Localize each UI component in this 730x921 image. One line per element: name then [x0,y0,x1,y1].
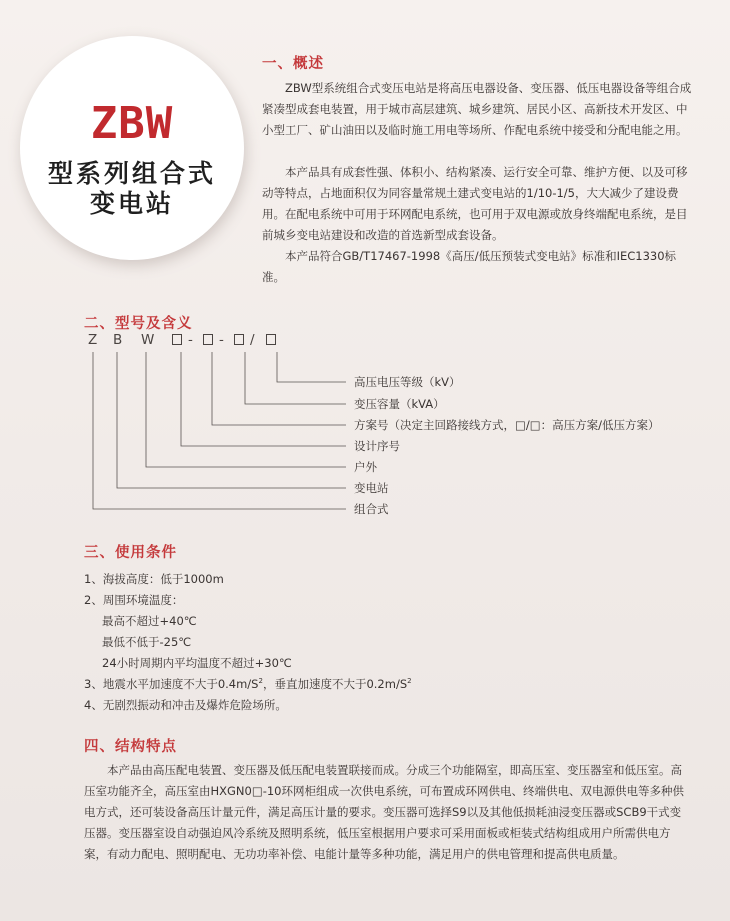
model-letter-b: B [113,332,123,348]
label-design-serial: 设计序号 [354,439,400,453]
section-1-paragraph-1: ZBW型系统组合式变压电站是将高压电器设备、变压器、低压电器设备等组合成紧凑型成套电装置，用于城市高层建筑、城乡建筑、居民小区、高新技术开发区、中小型工厂、矿山油田以及临时施工用电等场所、作配电系统中接受和分配电能之用。 [262,81,692,137]
condition-altitude: 1、海拔高度：低于1000m [84,572,224,586]
seismic-sup-1: 2 [258,677,263,686]
model-letter-z: Z [88,332,98,348]
section-2-heading: 二、型号及含义 [84,316,193,332]
model-dash-1: - [188,332,193,348]
condition-seismic [84,676,412,692]
condition-temp-average: 24小时周期内平均温度不超过+30℃ [102,656,292,670]
section-3-heading: 三、使用条件 [84,545,177,561]
label-combined: 组合式 [354,502,389,516]
label-outdoor: 户外 [354,460,377,474]
model-letter-w: W [141,332,155,348]
condition-temp-min: 最低不低于-25℃ [102,635,192,649]
label-substation: 变电站 [354,481,389,495]
title-line-2: 变电站 [89,189,174,218]
label-capacity: 变压容量（kVA） [354,397,445,411]
model-code-title: ZBW [90,98,174,149]
condition-temp-max: 最高不超过+40℃ [102,614,197,628]
section-1-heading: 一、概述 [262,56,324,72]
seismic-horizontal: 3、地震水平加速度不大于0.4m/S [84,677,259,691]
model-dash-2: - [219,332,224,348]
seismic-vertical: ，垂直加速度不大于0.2m/S [262,677,408,691]
section-1-paragraph-3: 本产品符合GB/T17467-1998《高压/低压预装式变电站》标准和IEC1330标准。 [262,249,677,284]
section-1-paragraph-2: 本产品具有成套性强、体积小、结构紧凑、运行安全可靠、维护方便、以及可移动等特点，占地面积仅为同容量常规土建式变电站的1/10-1/5，大大减少了建设费用。在配电系统中可用于环网配电系统，也可用于双电源或放身终端配电系统，是目前城乡变电站建设和改造的首选新型成套设备。 [262,165,688,242]
condition-vibration: 4、无剧烈振动和冲击及爆炸危险场所。 [84,698,287,712]
title-line-1: 型系列组合式 [47,159,216,188]
label-scheme-number: 方案号（决定主回路接线方式，□/□：高压方案/低压方案） [354,418,660,432]
condition-temperature: 2、周围环境温度： [84,593,184,607]
seismic-sup-2: 2 [407,677,412,686]
model-slash: / [250,332,255,348]
section-4-heading: 四、结构特点 [84,739,177,755]
section-4-paragraph: 本产品由高压配电装置、变压器及低压配电装置联接而成。分成三个功能隔室，即高压室、变压器室和低压室。高压室功能齐全，高压室由HXGN0□-10环网柜组成一次供电系统，可布置成环网供电、终端供电、双电源供电等多种供电方式，还可装设备高压计量元件，满足高压计量的要求。变压器可选择S9以及其他低损耗油浸变压器或SCB9干式变压器。变压器室设自动强迫风冷系统及照明系统，低压室根据用户要求可采用面板或柜装式结构组成用户所需供电方案，有动力配电、照明配电、无功功率补偿、电能计量等多种功能，满足用户的供电管理和提高供电质量。 [84,763,684,861]
label-voltage-level: 高压电压等级（kV） [354,375,461,389]
